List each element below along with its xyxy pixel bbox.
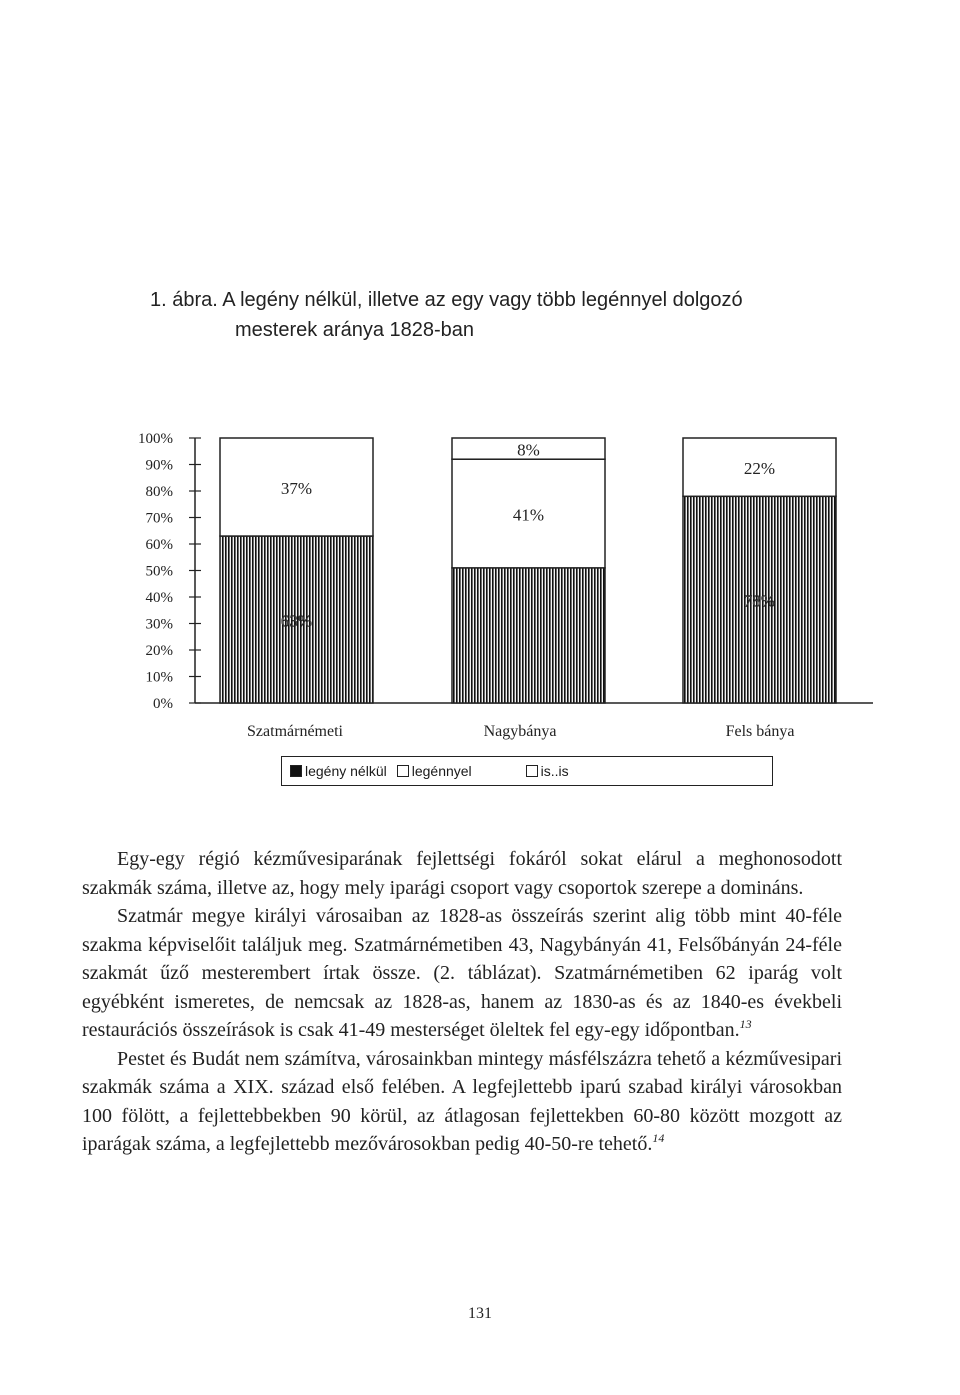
chart-legend bbox=[281, 756, 773, 786]
category-label: Fels bánya bbox=[725, 723, 795, 740]
caption-line-2: mesterek aránya 1828-ban bbox=[235, 319, 475, 341]
paragraph-3-text: Pestet és Budát nem számítva, városainkban mintegy másfélszázra tehető a kézművesipari szakmák száma a XIX. század első felében. A legfejlettebb iparú szabad királyi városokban 100 fölött, a fejlettebbekben 90 körül, az átlagosan fejlettekben 60-80 között mozgott az iparágak száma, a legfejlettebb mezővárosokban pedig 40-50-re tehető. bbox=[82, 1047, 842, 1155]
legend-item-both bbox=[526, 763, 569, 779]
legend-label: is..is bbox=[540, 763, 569, 779]
data-label: 8% bbox=[517, 440, 540, 460]
figure-caption bbox=[150, 285, 870, 345]
legend-swatch-empty bbox=[526, 765, 538, 777]
legend-swatch-filled bbox=[290, 765, 302, 777]
y-tick-label: 30% bbox=[145, 616, 173, 633]
legend-label: legénnyel bbox=[411, 763, 472, 779]
paragraph-1: Egy-egy régió kézművesiparának fejlettségi fokáról sokat elárul a meghonosodott szakmák száma, illetve az, hogy mely iparági csoport vagy csoportok szerepe a domináns. bbox=[82, 848, 842, 899]
y-tick-label: 50% bbox=[145, 563, 173, 580]
y-tick-label: 0% bbox=[153, 696, 173, 712]
data-label: 41% bbox=[512, 505, 545, 525]
body-text bbox=[82, 845, 842, 1159]
y-tick-label: 80% bbox=[145, 484, 173, 500]
legend-label: legény nélkül bbox=[305, 763, 387, 779]
data-label: 37% bbox=[280, 479, 313, 499]
y-tick-label: 100% bbox=[138, 431, 173, 447]
category-label: Szatmárnémeti bbox=[247, 723, 343, 740]
data-label: 22% bbox=[743, 459, 776, 479]
page-number: 131 bbox=[468, 1305, 492, 1322]
stacked-bar-chart bbox=[0, 400, 960, 750]
x-axis-labels bbox=[247, 723, 794, 740]
paragraph-2 bbox=[82, 902, 842, 1045]
data-label: 78% bbox=[743, 591, 776, 611]
paragraph-2-text: Szatmár megye királyi városaiban az 1828-as összeírás szerint alig több mint 40-féle szakma képviselőit találjuk meg. Szatmárnémetiben 43, Nagybányán 41, Felsőbányán 24-féle szakmát űző mesterembert írtak össze. (2. táblázat). Szatmárnémetiben 62 iparág volt egyébként ismeretes, de nemcsak az 1828-as, hanem az 1830-as és az 1840-es évekbeli restaurációs összeírások is csak 41-49 mesterséget öleltek fel egy-egy időpontban. bbox=[82, 905, 842, 1041]
data-label: 63% bbox=[280, 611, 313, 631]
bar-segment bbox=[452, 568, 605, 703]
paragraph-3 bbox=[82, 1045, 842, 1159]
caption-line-1: 1. ábra. A legény nélkül, illetve az egy vagy több legénnyel dolgozó bbox=[150, 289, 743, 311]
legend-item-with-journeyman bbox=[397, 763, 472, 779]
y-tick-label: 40% bbox=[145, 590, 173, 606]
category-label: Nagybánya bbox=[483, 723, 557, 740]
legend-item-no-journeyman bbox=[290, 763, 387, 779]
bars bbox=[220, 438, 836, 703]
footnote-ref-13: 13 bbox=[739, 1017, 752, 1031]
y-tick-label: 20% bbox=[145, 643, 173, 659]
legend-swatch-empty bbox=[397, 765, 409, 777]
y-tick-label: 90% bbox=[145, 457, 173, 474]
footnote-ref-14: 14 bbox=[652, 1131, 665, 1145]
y-tick-label: 70% bbox=[145, 510, 173, 527]
y-tick-label: 60% bbox=[145, 537, 173, 553]
y-tick-label: 10% bbox=[145, 669, 173, 686]
